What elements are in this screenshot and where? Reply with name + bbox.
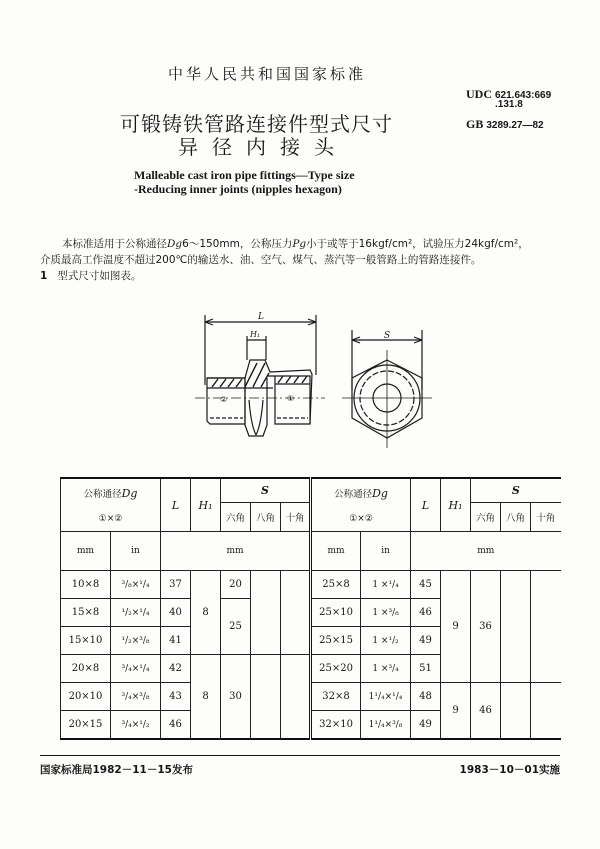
dg-symbol: Dg — [167, 238, 183, 250]
cell-dg-mm: 15×8 — [61, 599, 111, 627]
scope-text: 6～150mm，公称压力 — [182, 238, 293, 250]
cell-dg-in: ³/₈×¹/₄ — [111, 571, 161, 599]
scope-paragraph-line1 — [62, 236, 529, 252]
cell-L: 41 — [161, 627, 191, 655]
cell-dg-in: 1 ×³/₄ — [361, 655, 411, 683]
side-view — [195, 312, 325, 436]
dim-H1-label: H₁ — [250, 330, 261, 339]
dg-var: Dg — [121, 487, 138, 500]
header-dg-right — [311, 478, 411, 532]
issue-date: 国家标准局1982－11－15发布 — [40, 764, 193, 776]
udc-code: 621.643:669 — [495, 90, 552, 101]
cell-S-dec — [531, 683, 561, 740]
cell-dg-in: 1 ×¹/₄ — [361, 571, 411, 599]
cell-S-dec — [281, 655, 311, 740]
cell-S-hex: 25 — [221, 599, 251, 655]
cell-L: 46 — [161, 711, 191, 740]
cell-dg-mm: 20×10 — [61, 683, 111, 711]
cell-S-hex: 36 — [471, 571, 501, 683]
port-2-label: ② — [220, 395, 228, 404]
cell-dg-mm: 32×10 — [311, 711, 361, 740]
gb-standard-number — [466, 117, 544, 132]
cell-L: 42 — [161, 655, 191, 683]
cell-H1: 9 — [441, 683, 471, 740]
table-row — [61, 683, 561, 711]
cell-L: 45 — [411, 571, 441, 599]
cell-dg-mm: 25×15 — [311, 627, 361, 655]
unit-mm-left: mm — [61, 532, 111, 571]
cell-dg-in: ³/₄×³/₈ — [111, 683, 161, 711]
cell-H1: 8 — [191, 655, 221, 740]
unit-in-right: in — [361, 532, 411, 571]
cell-dg-in: ³/₄×¹/₂ — [111, 711, 161, 740]
header-dec-right: 十角 — [531, 503, 561, 532]
dim-L-label: L — [258, 312, 264, 322]
header-oct-right: 八角 — [501, 503, 531, 532]
cell-L: 40 — [161, 599, 191, 627]
dg-label: 公称通径 — [334, 489, 373, 500]
title-chinese: 可锻铸铁管路连接件型式尺寸 — [120, 112, 393, 136]
cell-dg-mm: 15×10 — [61, 627, 111, 655]
cell-dg-in: ¹/₂×¹/₄ — [111, 599, 161, 627]
cell-dg-mm: 10×8 — [61, 571, 111, 599]
cell-L: 49 — [411, 627, 441, 655]
unit-mm-right: mm — [311, 532, 361, 571]
dim-S-label: S — [384, 331, 391, 341]
port-1-label: ① — [287, 394, 295, 403]
cell-dg-in: 1¹/₄×³/₈ — [361, 711, 411, 740]
cell-L: 49 — [411, 711, 441, 740]
unit-mm-span-right: mm — [411, 532, 561, 571]
subtitle-chinese: 异径内接头 — [178, 135, 348, 159]
cell-dg-mm: 20×15 — [61, 711, 111, 740]
standard-org-heading: 中华人民共和国国家标准 — [168, 65, 367, 83]
header-hex-right: 六角 — [471, 503, 501, 532]
cell-dg-mm: 25×8 — [311, 571, 361, 599]
pg-symbol: Pg — [292, 238, 307, 250]
cell-dg-in: 1¹/₄×¹/₄ — [361, 683, 411, 711]
gb-code: 3289.27—82 — [486, 120, 544, 131]
cell-dg-in: 1 ×³/₈ — [361, 599, 411, 627]
udc-code-continued: .131.8 — [495, 99, 523, 110]
dg-formula: ①×② — [349, 514, 373, 524]
cell-S-hex: 20 — [221, 571, 251, 599]
gb-label: GB — [466, 117, 484, 131]
cell-S-oct — [251, 571, 281, 655]
cell-L: 48 — [411, 683, 441, 711]
unit-in-left: in — [111, 532, 161, 571]
header-dec-left: 十角 — [281, 503, 311, 532]
scope-text: 本标准适用于公称通径 — [62, 238, 167, 250]
cell-dg-mm: 32×8 — [311, 683, 361, 711]
header-dg-left — [61, 478, 161, 532]
cell-H1: 9 — [441, 571, 471, 683]
dg-formula: ①×② — [98, 514, 123, 524]
section-1 — [40, 268, 141, 284]
header-L-left: L — [161, 478, 191, 532]
footer-divider — [40, 755, 560, 756]
scope-text: 小于或等于16kgf/cm²，试验压力24kgf/cm²， — [306, 238, 529, 250]
cell-S-hex: 46 — [471, 683, 501, 740]
cell-dg-in: ¹/₂×³/₈ — [111, 627, 161, 655]
fitting-drawing — [190, 300, 440, 460]
cell-dg-mm: 20×8 — [61, 655, 111, 683]
section-text: 型式尺寸如图表。 — [57, 270, 142, 282]
section-number: 1 — [40, 270, 48, 282]
cell-S-oct — [251, 655, 281, 740]
dimension-table — [60, 477, 561, 740]
title-english-line2: -Reducing inner joints (nipples hexagon) — [134, 182, 342, 196]
cell-dg-in: ³/₄×¹/₄ — [111, 655, 161, 683]
header-S-right: S — [471, 478, 561, 503]
cell-S-dec — [281, 571, 311, 655]
header-S-left: S — [221, 478, 311, 503]
table-row — [61, 571, 561, 599]
cell-L: 43 — [161, 683, 191, 711]
cell-S-dec — [531, 571, 561, 683]
cell-L: 37 — [161, 571, 191, 599]
header-L-right: L — [411, 478, 441, 532]
header-oct-left: 八角 — [251, 503, 281, 532]
cell-H1: 8 — [191, 571, 221, 655]
scope-paragraph-line2: 介质最高工作温度不超过200℃的输送水、油、空气、煤气、蒸汽等一般管路上的管路连接件。 — [40, 254, 482, 266]
udc-label: UDC — [466, 87, 492, 101]
end-view — [342, 330, 432, 448]
header-H1-right: H₁ — [441, 478, 471, 532]
unit-mm-span-left: mm — [161, 532, 311, 571]
header-hex-left: 六角 — [221, 503, 251, 532]
cell-S-oct — [501, 571, 531, 683]
cell-L: 51 — [411, 655, 441, 683]
cell-S-oct — [501, 683, 531, 740]
header-H1-left: H₁ — [191, 478, 221, 532]
cell-L: 46 — [411, 599, 441, 627]
cell-dg-mm: 25×20 — [311, 655, 361, 683]
cell-S-hex: 30 — [221, 655, 251, 740]
effective-date: 1983－10－01实施 — [459, 764, 560, 776]
dg-label: 公称通径 — [83, 489, 122, 500]
dg-var: Dg — [372, 487, 388, 500]
cell-dg-mm: 25×10 — [311, 599, 361, 627]
title-english-line1: Malleable cast iron pipe fittings—Type size — [134, 168, 355, 182]
cell-dg-in: 1 ×¹/₂ — [361, 627, 411, 655]
